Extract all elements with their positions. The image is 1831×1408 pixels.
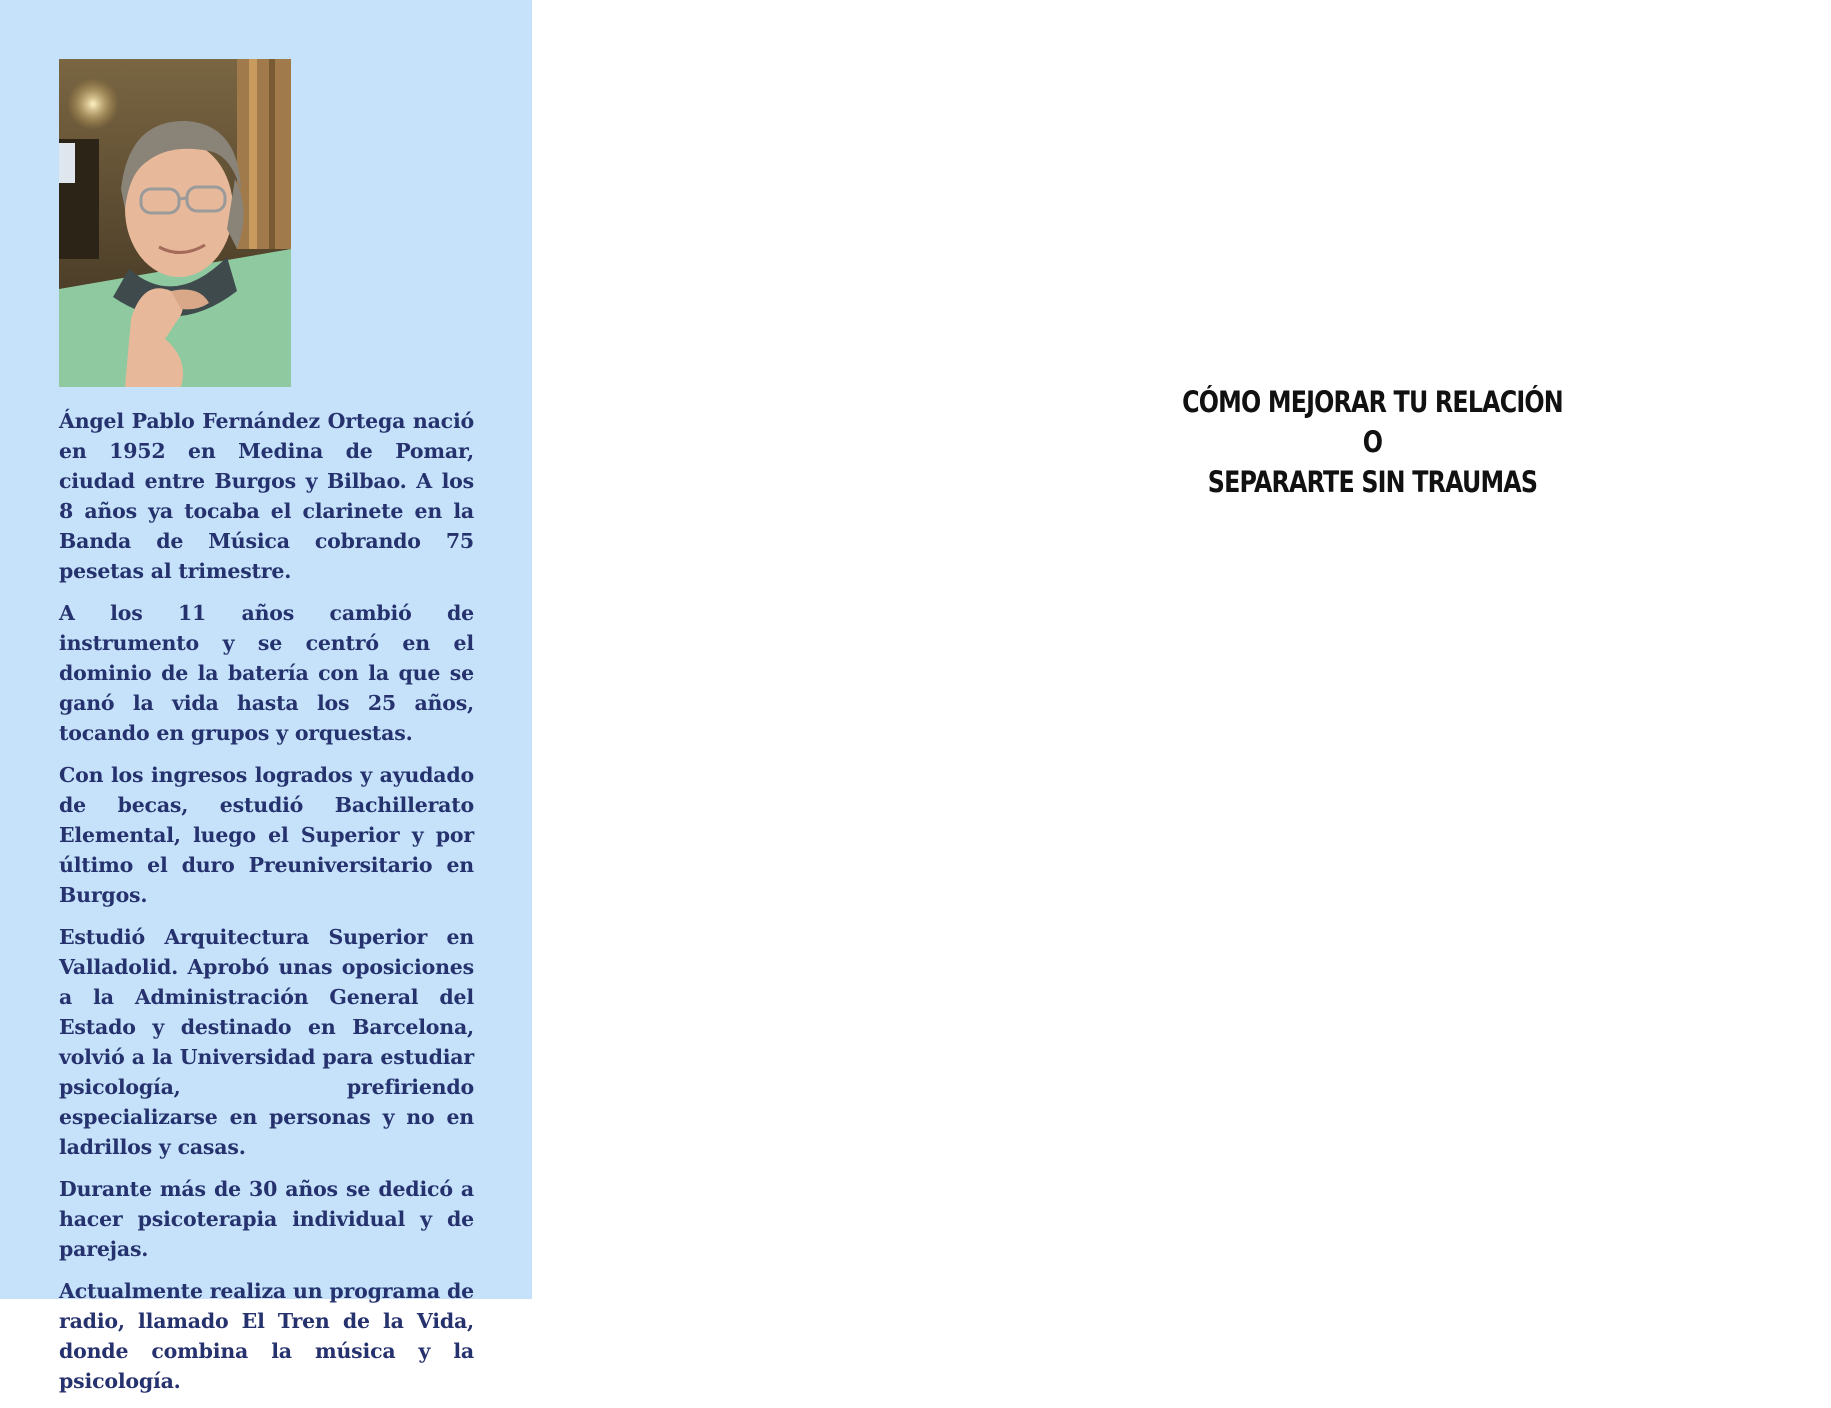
bio-paragraph-4: Estudió Arquitectura Superior en Valladolid. Aprobó unas oposiciones a la Administración General del Estado y destinado en Barcelona, volvió a la Universidad para estudiar psicología, prefiriendo especializarse en personas y no en ladrillos y casas. [59,925,474,1159]
bio-paragraph-1: Ángel Pablo Fernández Ortega nació en 1952 en Medina de Pomar, ciudad entre Burgos y Bilbao. A los 8 años ya tocaba el clarinete en la Banda de Música cobrando 75 pesetas al trimestre. [59,409,474,583]
book-title-line-2: O [1362,425,1383,459]
back-cover-panel [0,0,532,1393]
bio-paragraph-5: Durante más de 30 años se dedicó a hacer psicoterapia individual y de parejas. [59,1177,474,1261]
book-title-line-3: SEPARARTE SIN TRAUMAS [1207,465,1538,499]
book-title [1067,382,1678,502]
book-title-line-1: CÓMO MEJORAR TU RELACIÓN [1182,385,1563,419]
author-photo [59,59,291,387]
bio-paragraph-6: Actualmente realiza un programa de radio, llamado El Tren de la Vida, donde combina la música y la psicología. [59,1279,474,1393]
bio-paragraph-2: A los 11 años cambió de instrumento y se centró en el dominio de la batería con la que se ganó la vida hasta los 25 años, tocando en grupos y orquestas. [59,601,474,745]
author-bio [59,406,474,1408]
bio-paragraph-3: Con los ingresos logrados y ayudado de becas, estudió Bachillerato Elemental, luego el Superior y por último el duro Preuniversitario en Burgos. [59,763,474,907]
author-portrait-icon [59,59,291,387]
